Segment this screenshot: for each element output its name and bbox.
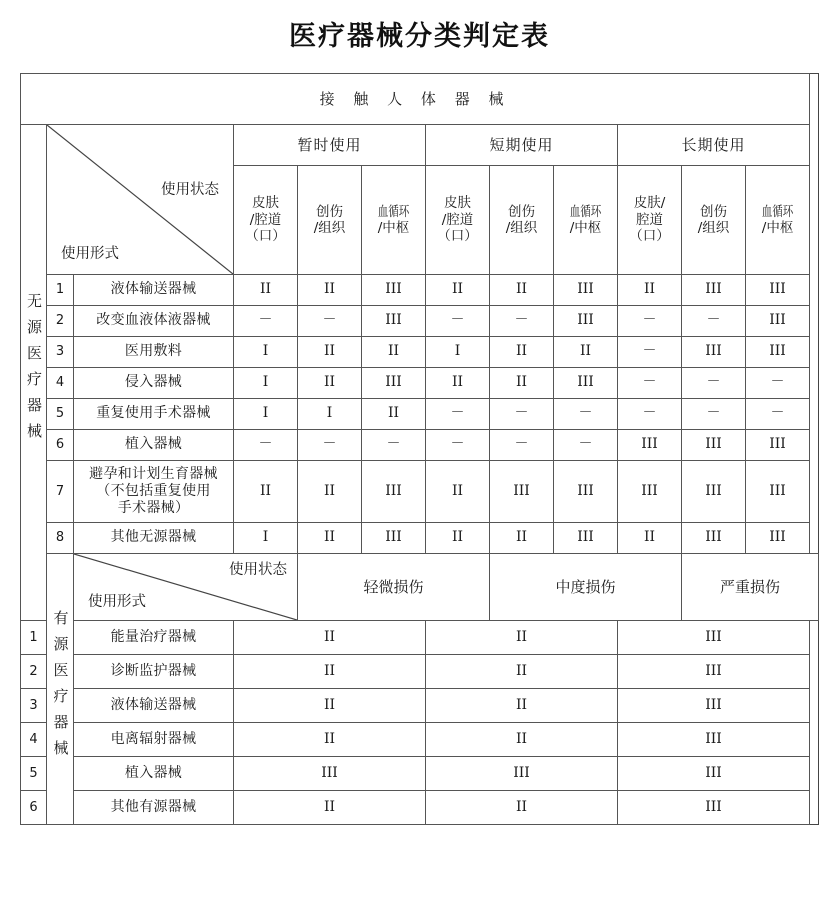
- cell-value: II: [234, 689, 426, 723]
- subcolumn-line-2: /腔道: [441, 211, 474, 228]
- subcolumn-line-1: 皮肤: [252, 195, 279, 212]
- subcolumn-line-1: 皮肤: [444, 195, 471, 212]
- row-name: [74, 306, 234, 337]
- row-number: 2: [47, 306, 74, 337]
- cell-value: －: [682, 399, 746, 430]
- group-header-temporary: 暂时使用: [234, 125, 426, 166]
- active-column-header-moderate: 中度损伤: [490, 554, 682, 621]
- row-name: [74, 523, 234, 554]
- cell-value: III: [554, 368, 618, 399]
- cell-value: －: [554, 430, 618, 461]
- cell-value: II: [234, 655, 426, 689]
- row-name-line: 液体输送器械: [110, 281, 197, 298]
- cell-value: III: [682, 430, 746, 461]
- cell-value: III: [746, 461, 810, 523]
- cell-value: －: [234, 430, 298, 461]
- row-name: 电离辐射器械: [74, 723, 234, 757]
- cell-value: －: [746, 399, 810, 430]
- cell-value: II: [490, 275, 554, 306]
- row-name-line: 重复使用手术器械: [96, 405, 211, 422]
- side-label-passive: [21, 125, 47, 621]
- subcolumn-header-4: [490, 166, 554, 275]
- cell-value: III: [618, 621, 810, 655]
- subcolumn-header-6: [618, 166, 682, 275]
- cell-value: II: [234, 275, 298, 306]
- table-container: [20, 73, 819, 825]
- cell-value: I: [426, 337, 490, 368]
- row-name: [74, 461, 234, 523]
- cell-value: III: [490, 461, 554, 523]
- side-label-active: [47, 554, 74, 825]
- cell-value: II: [490, 523, 554, 554]
- active-column-header-severe: 严重损伤: [682, 554, 819, 621]
- table-row: [21, 621, 819, 655]
- cell-value: III: [554, 275, 618, 306]
- cell-value: II: [618, 275, 682, 306]
- table-row: [21, 523, 819, 554]
- row-name: [74, 430, 234, 461]
- cell-value: II: [234, 461, 298, 523]
- cell-value: III: [554, 523, 618, 554]
- active-column-header-minor: 轻微损伤: [298, 554, 490, 621]
- corner-diagonal-active: [74, 554, 298, 621]
- row-name-line: 手术器械）: [117, 500, 190, 517]
- cell-value: II: [618, 523, 682, 554]
- cell-value: III: [234, 757, 426, 791]
- banner-row: [21, 74, 819, 125]
- row-name-line: 改变血液体液器械: [96, 312, 211, 329]
- cell-value: －: [298, 430, 362, 461]
- cell-value: －: [298, 306, 362, 337]
- subcolumn-line-1: 血循环: [569, 203, 602, 220]
- subcolumn-line-2: /中枢: [377, 220, 410, 236]
- table-row: [21, 368, 819, 399]
- row-name: [74, 337, 234, 368]
- row-name-line: 侵入器械: [124, 374, 183, 391]
- cell-value: II: [426, 368, 490, 399]
- subcolumn-line-2: /组织: [505, 220, 538, 236]
- subcolumn-header-8: [746, 166, 810, 275]
- cell-value: III: [618, 689, 810, 723]
- cell-value: I: [298, 399, 362, 430]
- table-row: [21, 689, 819, 723]
- subcolumn-line-2: /中枢: [569, 220, 602, 236]
- cell-value: III: [362, 306, 426, 337]
- cell-value: －: [746, 368, 810, 399]
- corner-usage-state-label: 使用状态: [161, 181, 219, 198]
- cell-value: III: [618, 430, 682, 461]
- cell-value: －: [618, 399, 682, 430]
- subcolumn-line-1: 创伤: [508, 203, 535, 220]
- row-name: [74, 368, 234, 399]
- cell-value: －: [554, 399, 618, 430]
- cell-value: III: [618, 791, 810, 825]
- subcolumn-header-0: [234, 166, 298, 275]
- row-name-line: （不包括重复使用: [96, 482, 211, 499]
- cell-value: III: [746, 337, 810, 368]
- cell-value: II: [426, 723, 618, 757]
- row-number: 7: [47, 461, 74, 523]
- table-row: [21, 430, 819, 461]
- cell-value: I: [234, 337, 298, 368]
- cell-value: II: [426, 621, 618, 655]
- cell-value: III: [362, 275, 426, 306]
- corner-usage-state-label: 使用状态: [229, 562, 287, 579]
- medical-device-classification-table: [20, 73, 819, 825]
- subcolumn-line-1: 血循环: [761, 203, 794, 220]
- row-number: 3: [47, 337, 74, 368]
- row-name: [74, 399, 234, 430]
- cell-value: III: [746, 523, 810, 554]
- subcolumn-line-1: 创伤: [316, 203, 343, 220]
- cell-value: II: [426, 689, 618, 723]
- cell-value: －: [426, 399, 490, 430]
- subcolumn-header-7: [682, 166, 746, 275]
- subcolumn-line-1: 皮肤/: [633, 195, 666, 212]
- subcolumn-header-1: [298, 166, 362, 275]
- cell-value: －: [618, 337, 682, 368]
- cell-value: －: [618, 306, 682, 337]
- cell-value: I: [234, 368, 298, 399]
- subcolumn-line-2: 腔道: [636, 211, 663, 228]
- subcolumn-line-3: （口）: [629, 228, 670, 245]
- row-name: 能量治疗器械: [74, 621, 234, 655]
- subcolumn-line-2: /组织: [313, 220, 346, 236]
- cell-value: II: [234, 791, 426, 825]
- cell-value: II: [490, 337, 554, 368]
- row-number: 4: [21, 723, 47, 757]
- cell-value: III: [554, 306, 618, 337]
- corner-usage-form-label: 使用形式: [61, 246, 119, 263]
- row-number: 1: [47, 275, 74, 306]
- cell-value: II: [426, 523, 490, 554]
- cell-value: II: [426, 791, 618, 825]
- row-name: 其他有源器械: [74, 791, 234, 825]
- group-header-row: [21, 125, 819, 166]
- cell-value: II: [234, 621, 426, 655]
- row-name-line: 医用敷料: [124, 343, 183, 360]
- cell-value: III: [746, 430, 810, 461]
- row-name: 诊断监护器械: [74, 655, 234, 689]
- cell-value: II: [490, 368, 554, 399]
- table-row: [21, 399, 819, 430]
- row-number: 6: [21, 791, 47, 825]
- row-name-line: 避孕和计划生育器械: [89, 465, 218, 482]
- cell-value: －: [490, 306, 554, 337]
- cell-value: III: [554, 461, 618, 523]
- cell-value: III: [362, 523, 426, 554]
- cell-value: II: [298, 461, 362, 523]
- cell-value: III: [682, 275, 746, 306]
- table-row: [21, 461, 819, 523]
- cell-value: II: [362, 337, 426, 368]
- row-number: 3: [21, 689, 47, 723]
- cell-value: －: [234, 306, 298, 337]
- cell-value: －: [490, 430, 554, 461]
- corner-usage-form-label: 使用形式: [88, 594, 146, 611]
- cell-value: II: [298, 368, 362, 399]
- cell-value: III: [746, 275, 810, 306]
- cell-value: I: [234, 399, 298, 430]
- cell-value: III: [618, 757, 810, 791]
- row-number: 4: [47, 368, 74, 399]
- table-row: [21, 275, 819, 306]
- cell-value: III: [362, 461, 426, 523]
- table-row: [21, 655, 819, 689]
- row-number: 6: [47, 430, 74, 461]
- cell-value: III: [682, 337, 746, 368]
- group-header-short-term: 短期使用: [426, 125, 618, 166]
- row-name: 植入器械: [74, 757, 234, 791]
- side-label-passive-text: 无源医疗器械: [25, 293, 43, 450]
- cell-value: II: [426, 461, 490, 523]
- cell-value: II: [298, 275, 362, 306]
- cell-value: －: [618, 368, 682, 399]
- row-number: 5: [47, 399, 74, 430]
- cell-value: III: [682, 523, 746, 554]
- active-header-row: [21, 554, 819, 621]
- cell-value: III: [426, 757, 618, 791]
- cell-value: －: [682, 306, 746, 337]
- subcolumn-header-2: [362, 166, 426, 275]
- cell-value: －: [426, 430, 490, 461]
- subcolumn-header-5: [554, 166, 618, 275]
- cell-value: －: [490, 399, 554, 430]
- cell-value: II: [298, 337, 362, 368]
- banner-contact-human-body: 接 触 人 体 器 械: [21, 74, 810, 125]
- cell-value: II: [426, 275, 490, 306]
- cell-value: II: [426, 655, 618, 689]
- side-label-active-text: 有源医疗器械: [51, 609, 70, 766]
- row-number: 8: [47, 523, 74, 554]
- cell-value: III: [362, 368, 426, 399]
- row-number: 2: [21, 655, 47, 689]
- row-name: [74, 275, 234, 306]
- subcolumn-line-1: 血循环: [377, 203, 410, 220]
- cell-value: II: [362, 399, 426, 430]
- subcolumn-line-3: （口）: [245, 228, 286, 245]
- row-name-line: 植入器械: [124, 436, 183, 453]
- subcolumn-line-2: /中枢: [761, 220, 794, 236]
- table-row: [21, 757, 819, 791]
- cell-value: II: [298, 523, 362, 554]
- subcolumn-line-2: /腔道: [249, 211, 282, 228]
- cell-value: II: [234, 723, 426, 757]
- subcolumn-header-3: [426, 166, 490, 275]
- table-row: [21, 337, 819, 368]
- cell-value: －: [426, 306, 490, 337]
- row-name-line: 其他无源器械: [110, 529, 197, 546]
- cell-value: III: [682, 461, 746, 523]
- cell-value: －: [362, 430, 426, 461]
- subcolumn-line-3: （口）: [437, 228, 478, 245]
- cell-value: I: [234, 523, 298, 554]
- corner-diagonal-passive: [47, 125, 234, 275]
- table-row: [21, 723, 819, 757]
- row-number: 1: [21, 621, 47, 655]
- cell-value: III: [618, 461, 682, 523]
- cell-value: II: [554, 337, 618, 368]
- cell-value: III: [746, 306, 810, 337]
- table-row: [21, 306, 819, 337]
- table-row: [21, 791, 819, 825]
- subcolumn-line-2: /组织: [697, 220, 730, 236]
- subcolumn-line-1: 创伤: [700, 203, 727, 220]
- cell-value: －: [682, 368, 746, 399]
- cell-value: III: [618, 655, 810, 689]
- page-title: 医疗器械分类判定表: [289, 21, 550, 52]
- row-name: 液体输送器械: [74, 689, 234, 723]
- group-header-long-term: 长期使用: [618, 125, 810, 166]
- cell-value: III: [618, 723, 810, 757]
- row-number: 5: [21, 757, 47, 791]
